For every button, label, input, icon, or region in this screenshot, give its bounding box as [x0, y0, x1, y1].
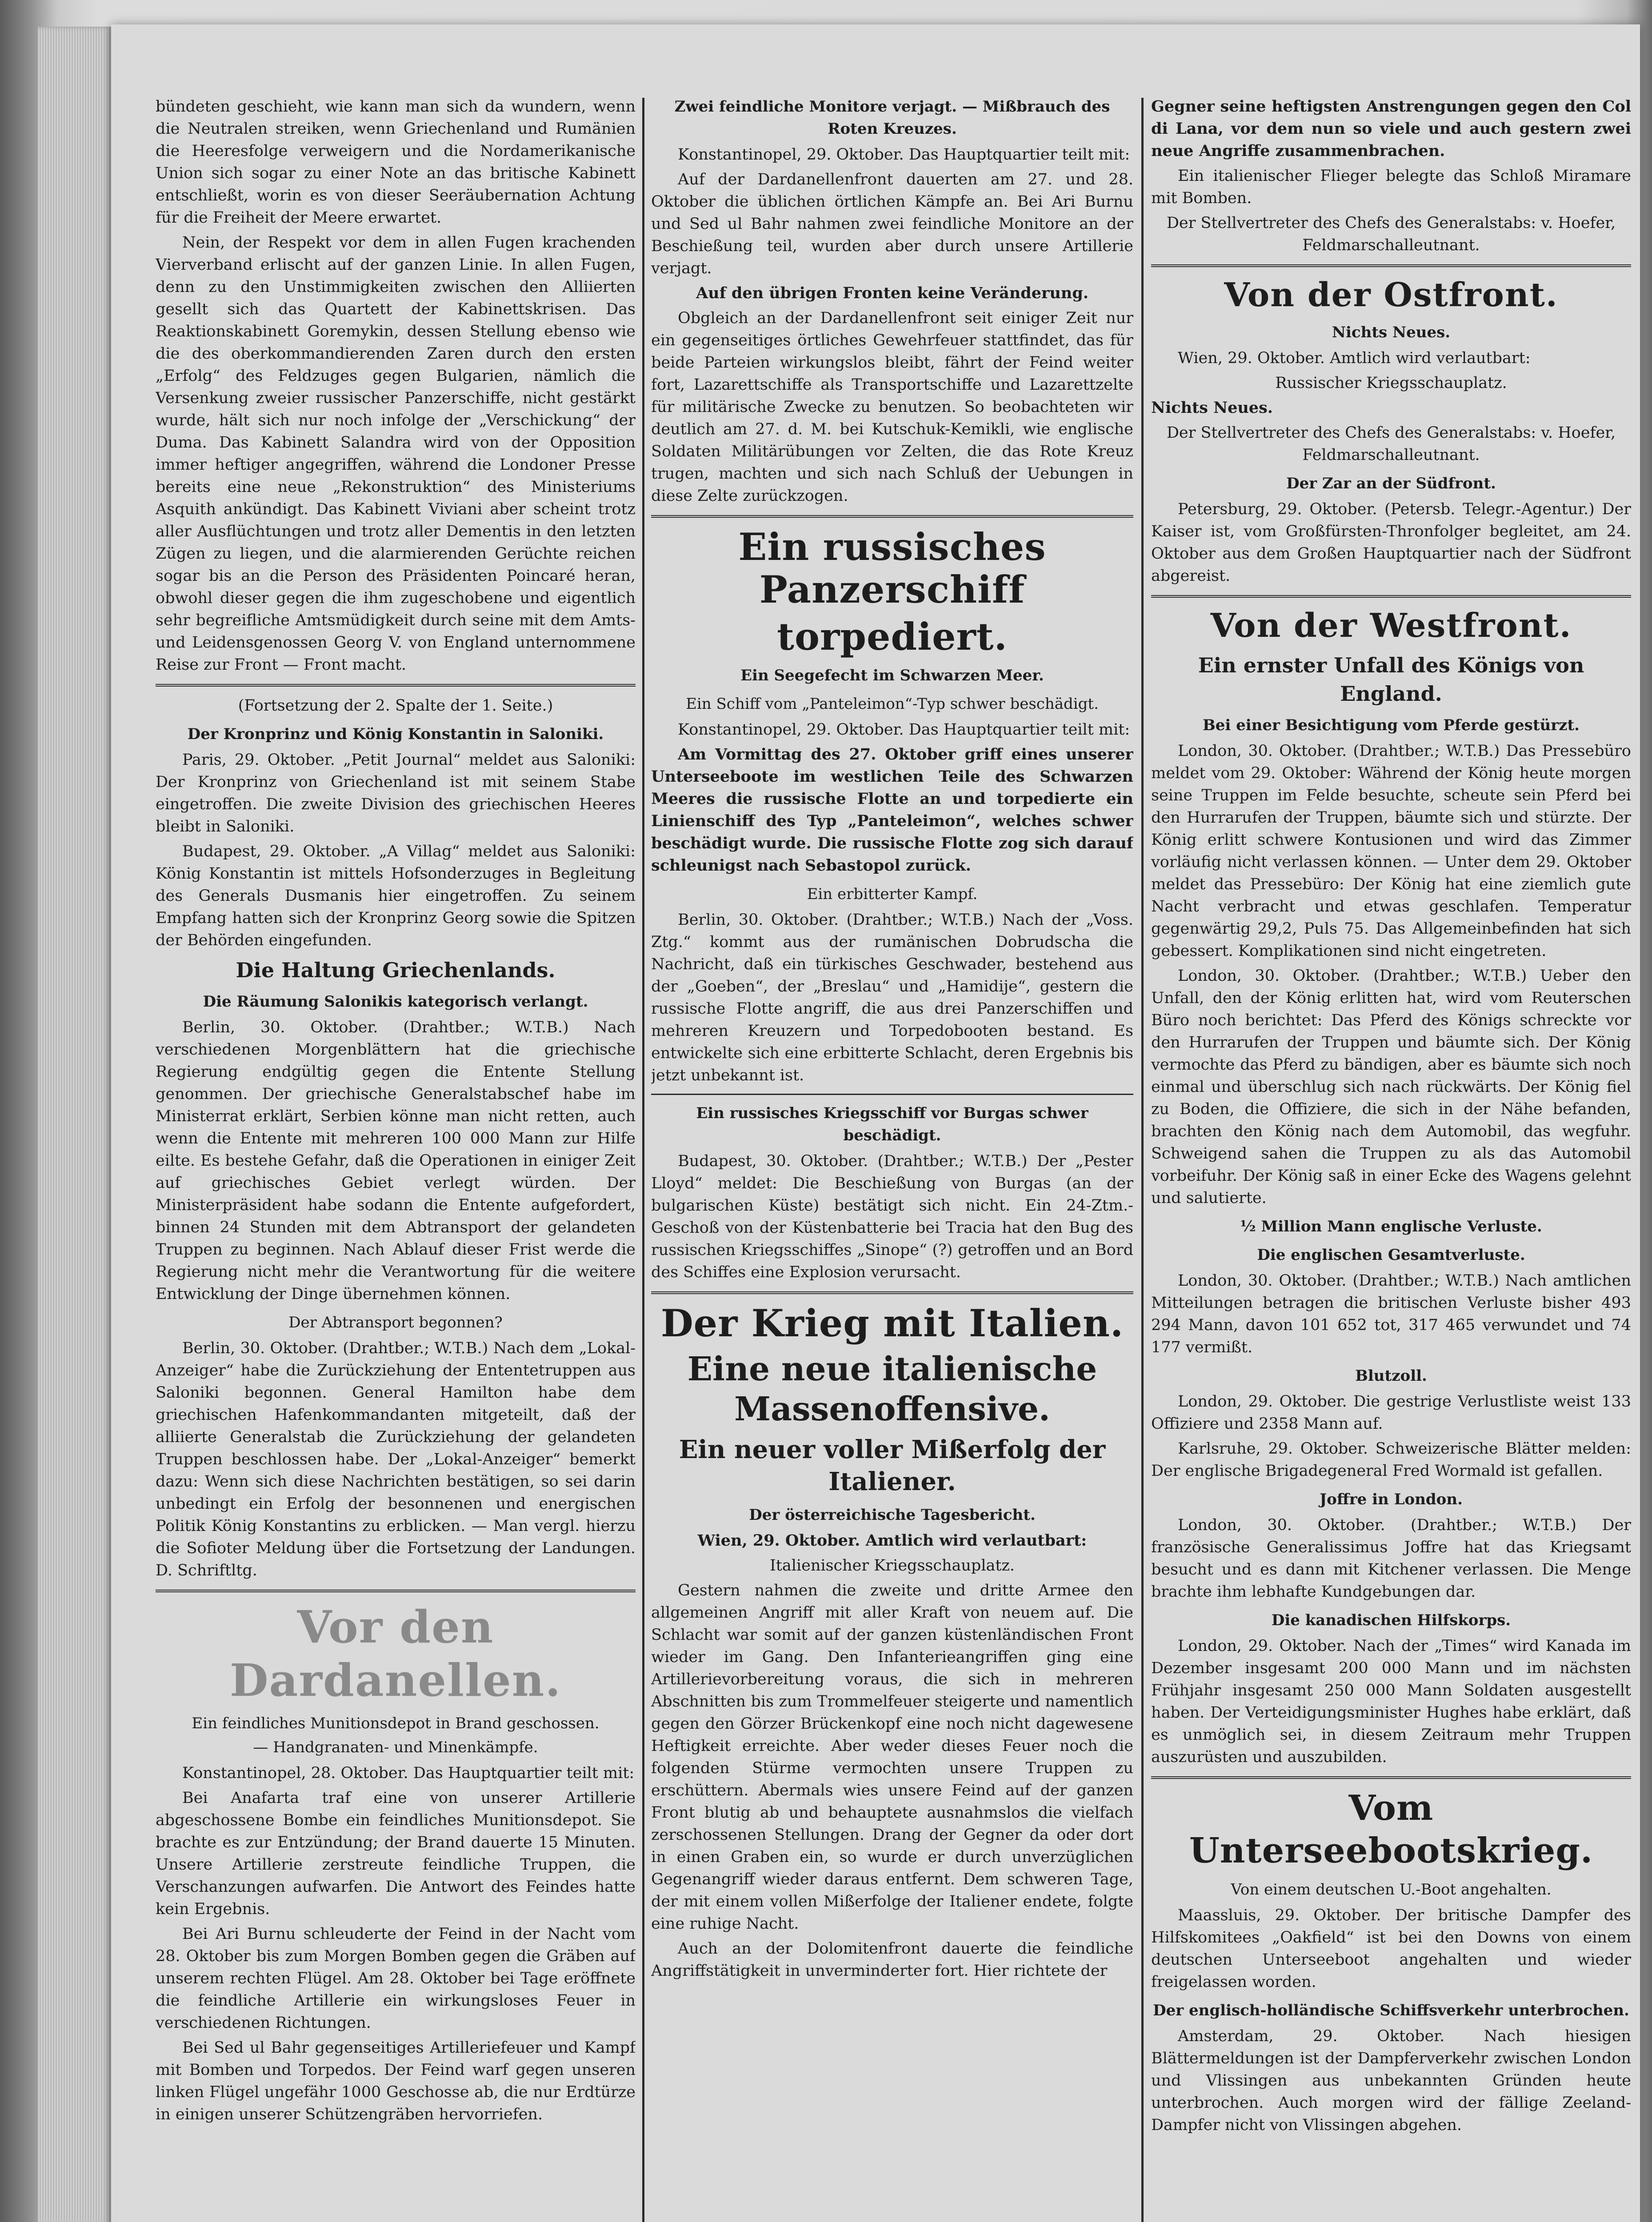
article-subheading: Ein Seegefecht im Schwarzen Meer.: [740, 667, 1044, 684]
article-paragraph: London, 30. Oktober. (Drahtber.; W.T.B.) Ueber den Unfall, den der König erlitten hat, wird vom Reuterschen Büro noch berichtet: Das Pferd des Königs schreckte vor den Hurrarufen der Truppen und bäumte sich. Der König vermochte das Pferd zu bändigen, aber es bäumte sich noch einmal und überschlug sich nach rückwärts. Der König fiel zu Boden, die Offiziere, die sich in der Nähe befanden, brachten den König nach dem Automobil, das wegfuhr. Schweigend sahen die Truppen zu als das Automobil vorbeifuhr. Der König saß in einer Ecke des Wagens gelehnt und salutierte.: [1151, 967, 1631, 1207]
article-paragraph: Budapest, 30. Oktober. (Drahtber.; W.T.B.) Der „Pester Lloyd“ meldet: Die Beschießung von Burgas (an der bulgarischen Küste) bestätigt sich nicht. Ein 24-Ztm.-Geschoß von der Küstenbatterie bei Tracia hat den Bug des russischen Kriegsschiffes „Sinope“ (?) getroffen und an Bord des Schiffes eine Explosion verursacht.: [651, 1152, 1133, 1281]
article-subheading: Der österreichische Tagesbericht.: [749, 1506, 1036, 1524]
article-paragraph: Russischer Kriegsschauplatz.: [1275, 374, 1507, 392]
article-paragraph: Obgleich an der Dardanellenfront seit einiger Zeit nur ein gegenseitiges örtliches Gewehrfeuer stattfindet, das für beide Parteien wirkungslos bleibt, fährt der Feind weiter fort, Lazarettschiffe als Transportschiffe und Lazarettzelte für militärische Zwecke zu benutzen. So beobachteten wir deutlich am 27. d. M. bei Kutschuk-Kemikli, wie englische Soldaten Militärübungen vor Zelten, die das Rote Kreuz trugen, machten und sich nach Schluß der Uebungen in diese Zelte zurückzogen.: [651, 309, 1133, 505]
article-subheading: Zwei feindliche Monitore verjagt. — Mißbrauch des Roten Kreuzes.: [674, 98, 1110, 138]
article-subheading: Der Abtransport begonnen?: [288, 1314, 503, 1331]
headline: Der Krieg mit Italien.: [660, 1301, 1124, 1345]
section-divider: [651, 1094, 1133, 1095]
article-paragraph: Wien, 29. Oktober. Amtlich wird verlautbart:: [1178, 349, 1531, 367]
headline: Ein neuer voller Mißerfolg der Italiener.: [679, 1435, 1106, 1496]
article-subheading: Der Kronprinz und König Konstantin in Saloniki.: [187, 725, 604, 743]
article-subheading: ½ Million Mann englische Verluste.: [1240, 1218, 1542, 1235]
article-paragraph: Nichts Neues.: [1151, 399, 1273, 417]
article-paragraph: Wien, 29. Oktober. Amtlich wird verlautbart:: [697, 1531, 1087, 1550]
section-divider: [1151, 1776, 1631, 1779]
article-paragraph: Konstantinopel, 29. Oktober. Das Hauptquartier teilt mit:: [678, 721, 1130, 739]
article-paragraph: Bei Ari Burnu schleuderte der Feind in der Nacht vom 28. Oktober bis zum Morgen Bomben gegen die Gräben auf unserem rechten Flügel. Am 28. Oktober bei Tage eröffnete die feindliche Artillerie ein wirkungsloses Feuer in verschiedenen Richtungen.: [156, 1925, 636, 2032]
column-middle: [651, 96, 1133, 2222]
section-heading: Vor den Dardanellen.: [229, 1601, 562, 1706]
article-heading: Ein ernster Unfall des Königs von England.: [1198, 653, 1584, 706]
article-paragraph: Berlin, 30. Oktober. (Drahtber.; W.T.B.) Nach dem „Lokal-Anzeiger“ habe die Zurückziehung der Ententetruppen aus Saloniki begonnen. General Hamilton habe dem griechischen Hafenkommandanten mitgeteilt, daß der alliierte Generalstab die Zurückziehung der gelandeten Truppen beschlossen habe. Der „Lokal-Anzeiger“ bemerkt dazu: Wenn sich diese Nachrichten bestätigen, so sei darin unbedingt ein Erfolg der besonnenen und energischen Politik König Konstantins zu erblicken. — Man vergl. hierzu die Sofioter Meldung über die Fortsetzung der Landungen. D. Schriftltg.: [156, 1339, 636, 1579]
headline: Ein russisches Panzerschiff: [738, 525, 1046, 611]
article-paragraph: Ein italienischer Flieger belegte das Schloß Miramare mit Bomben.: [1151, 167, 1631, 207]
article-paragraph: London, 29. Oktober. Die gestrige Verlustliste weist 133 Offiziere und 2358 Mann auf.: [1151, 1393, 1631, 1433]
article-paragraph: Berlin, 30. Oktober. (Drahtber.; W.T.B.) Nach der „Voss. Ztg.“ kommt aus der rumänischen Dobrudscha die Nachricht, daß ein türkisches Geschwader, bestehend aus der „Goeben“, der „Breslau“ und „Hamidije“, gestern die russische Flotte angriff, die aus drei Panzerschiffen und mehreren Kreuzern und Torpedobooten bestand. Es entwickelte sich eine erbitterte Schlacht, deren Ergebnis bis jetzt unbekannt ist.: [651, 911, 1133, 1084]
article-paragraph: Auf den übrigen Fronten keine Veränderung.: [696, 284, 1088, 302]
section-divider: [651, 1291, 1133, 1294]
article-paragraph: Auf der Dardanellenfront dauerten am 27. und 28. Oktober die üblichen örtlichen Kämpfe an. Bei Ari Burnu und Sed ul Bahr nahmen zwei feindliche Monitore an der Beschießung teil, wurden aber durch unsere Artillerie verjagt.: [651, 171, 1133, 277]
article-paragraph: Budapest, 29. Oktober. „A Villag“ meldet aus Saloniki: König Konstantin ist mittels Hofsonderzuges in Begleitung des Generals Dusmanis hier eingetroffen. Zu seinem Empfang hatten sich der Kronprinz Georg sowie die Spitzen der Behörden eingefunden.: [156, 843, 636, 949]
article-subheading: Joffre in London.: [1320, 1491, 1463, 1508]
article-paragraph: Karlsruhe, 29. Oktober. Schweizerische Blätter melden: Der englische Brigadegeneral Fred Wormald ist gefallen.: [1151, 1440, 1631, 1480]
article-paragraph: Am Vormittag des 27. Oktober griff eines unserer Unterseeboote im westlichen Teile des Schwarzen Meeres die russische Flotte an und torpedierte ein Linienschiff des Typ „Panteleimon“, welches schwer beschädigt wurde. Die russische Flotte zog sich darauf schleunigst nach Sebastopol zurück.: [651, 745, 1133, 875]
article-paragraph: Nein, der Respekt vor dem in allen Fugen krachenden Vierverband erlischt auf der ganzen Linie. In allen Fugen, denn zu den Unstimmigkeiten zwischen den Alliierten gesellt sich das Quartett der Kabinettskrisen. Das Reaktionskabinett Goremykin, dessen Stellung ebenso wie die des oberkommandierenden Zaren durch den ersten „Erfolg“ des Feldzuges gegen Bulgarien, nämlich die Versenkung zweier russischer Panzerschiffe, nicht gestärkt wurde, hält sich nur noch infolge der „Verschickung“ der Duma. Das Kabinett Salandra wird von der Opposition immer heftiger angegriffen, während die Londoner Presse bereits eine neue „Rekonstruktion“ des Ministeriums Asquith ankündigt. Das Kabinett Viviani aber scheint trotz aller Ausflüchtungen und trotz aller Dementis in den letzten Zügen zu liegen, und die alarmierenden Gerüchte reichen sogar bis an die Person des Präsidenten Poincaré heran, obwohl dieser gegen die ihm zugeschobene und eigentlich sehr begreifliche Amtsmüdigkeit durch seine mit dem Amts- und Leidensgenossen Georg V. von England unternommene Reise zur Front — Front macht.: [156, 234, 636, 674]
column-right: [1151, 96, 1631, 2222]
section-heading: Von der Ostfront.: [1224, 276, 1558, 314]
signature-line: Der Stellvertreter des Chefs des Generalstabs: v. Hoefer, Feldmarschalleutnant.: [1166, 214, 1616, 254]
continuation-note: (Fortsetzung der 2. Spalte der 1. Seite.): [238, 697, 553, 715]
article-heading: Die Haltung Griechenlands.: [236, 958, 556, 982]
article-subheading: Von einem deutschen U.-Boot angehalten.: [1231, 1881, 1552, 1898]
article-subheading: Der Zar an der Südfront.: [1286, 475, 1496, 492]
article-paragraph: Konstantinopel, 29. Oktober. Das Hauptquartier teilt mit:: [678, 146, 1130, 164]
article-subheading: Bei einer Besichtigung vom Pferde gestürzt.: [1202, 716, 1580, 734]
book-binding-edge: [38, 27, 111, 2222]
article-paragraph: Petersburg, 29. Oktober. (Petersb. Telegr.-Agentur.) Der Kaiser ist, vom Großfürsten-Thronfolger begleitet, am 24. Oktober aus dem Großen Hauptquartier nach der Südfront abgereist.: [1151, 500, 1631, 585]
article-paragraph: Amsterdam, 29. Oktober. Nach hiesigen Blättermeldungen ist der Dampferverkehr zwischen London und Vlissingen aus unbekannten Gründen heute unterbrochen. Auch morgen wird der fällige Zeeland-Dampfer nicht von Vlissingen abgehen.: [1151, 2027, 1631, 2134]
article-subheading: Nichts Neues.: [1332, 324, 1451, 341]
article-paragraph: Berlin, 30. Oktober. (Drahtber.; W.T.B.) Nach verschiedenen Morgenblättern hat die griechische Regierung endgültig gegen die Entente Stellung genommen. Der griechische Generalstabschef habe im Ministerrat erklärt, Serbien könne man nicht retten, auch wenn die Entente mit mehreren 100 000 Mann zur Hilfe eilte. Es bestehe Gefahr, daß die Operationen in einiger Zeit auf griechisches Gebiet verlegt würden. Der Ministerpräsident habe sodann die Entente aufgefordert, binnen 24 Stunden mit dem Abtransport der gelandeten Truppen zu beginnen. Nach Ablauf dieser Frist werde die Regierung nicht mehr die Verantwortung für die weitere Entwicklung der Dinge übernehmen können.: [156, 1019, 636, 1303]
section-divider: [156, 684, 636, 687]
article-subheading: Blutzoll.: [1355, 1367, 1427, 1385]
article-paragraph: Gestern nahmen die zweite und dritte Armee den allgemeinen Angriff mit aller Kraft von neuem auf. Die Schlacht war somit auf der ganzen küstenländischen Front wieder im Gang. Den Infanterieangriffen ging eine Artillerievorbereitung voraus, die sich in mehreren Abschnitten bis zum Trommelfeuer steigerte und namentlich gegen den Görzer Brückenkopf eine noch nicht dagewesene Heftigkeit erreichte. Aber weder dieses Feuer noch die folgenden Stürme vermochten unsere Truppen zu erschüttern. Abermals wies unsere Feind auf der ganzen Front blutig ab und behauptete ausnahmslos die vielfach zerschossenen Stellungen. Drang der Gegner da oder dort in einen Graben ein, so wurde er durch unverzüglichen Gegenangriff wieder daraus entfernt. Dem schweren Tage, der mit einem vollen Mißerfolge der Italiener endete, folgte eine ruhige Nacht.: [651, 1582, 1133, 1933]
article-subheading: Der englisch-holländische Schiffsverkehr unterbrochen.: [1153, 2002, 1629, 2019]
signature-line: Der Stellvertreter des Chefs des Generalstabs: v. Hoefer, Feldmarschalleutnant.: [1166, 424, 1616, 464]
article-paragraph: London, 30. Oktober. (Drahtber.; W.T.B.) Der französische Generalissimus Joffre hat das Kriegsamt besucht und es dann mit Kitchener verlassen. Die Menge brachte ihm lebhafte Kundgebungen dar.: [1151, 1516, 1631, 1601]
article-subheading: Ein russisches Kriegsschiff vor Burgas schwer beschädigt.: [696, 1104, 1088, 1144]
article-subheading: Ein Schiff vom „Panteleimon“-Typ schwer beschädigt.: [686, 695, 1099, 713]
article-paragraph: Bei Anafarta traf eine von unserer Artillerie abgeschossene Bombe ein feindliches Munitionsdepot. Sie brachte es zur Entzündung; der Brand dauerte 15 Minuten. Unsere Artillerie zerstreute feindliche Truppen, die Verschanzungen aufwarfen. Die Antwort des Feindes hatte kein Ergebnis.: [156, 1789, 636, 1918]
article-paragraph: Bei Sed ul Bahr gegenseitiges Artilleriefeuer und Kampf mit Bomben und Torpedos. Der Feind warf gegen unseren linken Flügel ungefähr 1000 Geschosse ab, die nur Erdtürze in einigen unserer Schützengräben hervorriefen.: [156, 2039, 636, 2123]
article-paragraph: Italienischer Kriegsschauplatz.: [769, 1557, 1015, 1575]
article-subheading: Ein erbitterter Kampf.: [807, 885, 978, 903]
newspaper-page: [111, 24, 1640, 2222]
section-divider: [1151, 264, 1631, 267]
article-paragraph: London, 30. Oktober. (Drahtber.; W.T.B.) Nach amtlichen Mitteilungen betragen die britischen Verluste bisher 493 294 Mann, davon 101 652 tot, 317 465 verwundet und 74 177 vermißt.: [1151, 1272, 1631, 1356]
section-divider: [156, 1590, 636, 1592]
column-rule: [642, 98, 644, 2222]
article-paragraph: London, 30. Oktober. (Drahtber.; W.T.B.) Das Pressebüro meldet vom 29. Oktober: Während der König heute morgen seine Truppen im Felde besuchte, scheute sein Pferd bei den Hurrarufen der Truppen, bäumte sich und stürzte. Der König erlitt schwere Kontusionen und wird das Zimmer vorläufig nicht verlassen können. — Unter dem 29. Oktober meldet das Pressebüro: Der König hat eine ziemlich gute Nacht verbracht und etwas geschlafen. Temperatur gegenwärtig 29,2, Puls 75. Das Allgemeinbefinden hat sich gebessert. Komplikationen sind nicht eingetreten.: [1151, 742, 1631, 960]
article-subheading: Die kanadischen Hilfskorps.: [1271, 1611, 1511, 1629]
article-paragraph: Paris, 29. Oktober. „Petit Journal“ meldet aus Saloniki: Der Kronprinz von Griechenland ist mit seinem Stabe eingetroffen. Die zweite Division des griechischen Heeres bleibt in Saloniki.: [156, 751, 636, 835]
article-subheading: Die englischen Gesamtverluste.: [1257, 1246, 1525, 1264]
article-paragraph: bündeten geschieht, wie kann man sich da wundern, wenn die Neutralen streiken, wenn Griechenland und Rumänien die Heeresfolge verweigern und die Nordamerikanische Union sich sogar zu einer Note an das britische Kabinett entschließt, worin es von dieser Seeräubernation Achtung für die Freiheit der Meere erwartet.: [156, 98, 636, 227]
article-subheading: Ein feindliches Munitionsdepot in Brand geschossen.: [192, 1714, 600, 1732]
article-subheading: — Handgranaten- und Minenkämpfe.: [253, 1738, 538, 1756]
article-paragraph: Gegner seine heftigsten Anstrengungen gegen den Col di Lana, vor dem nun so viele und auch gestern zwei neue Angriffe zusammenbrachen.: [1151, 97, 1631, 160]
section-divider: [1151, 595, 1631, 598]
headline: Eine neue italienische Massenoffensive.: [687, 1350, 1097, 1428]
article-paragraph: Auch an der Dolomitenfront dauerte die feindliche Angriffstätigkeit in unverminderter fort. Hier richtete der: [651, 1940, 1133, 1980]
section-divider: [651, 515, 1133, 518]
section-heading: Von der Westfront.: [1210, 607, 1572, 645]
article-subheading: Die Räumung Salonikis kategorisch verlangt.: [203, 993, 588, 1011]
article-paragraph: Maassluis, 29. Oktober. Der britische Dampfer des Hilfskomitees „Oakfield“ ist bei den Downs von einem deutschen Unterseeboot angehalten und wieder freigelassen worden.: [1151, 1906, 1631, 1991]
article-paragraph: London, 29. Oktober. Nach der „Times“ wird Kanada im Dezember insgesamt 200 000 Mann und im nächsten Frühjahr insgesamt 250 000 Mann Soldaten ausgestellt haben. Der Verteidigungsminister Hughes habe erklärt, daß es unmöglich sei, in diesem Zeitraum mehr Truppen auszurüsten und auszubilden.: [1151, 1637, 1631, 1766]
headline: torpediert.: [777, 615, 1008, 659]
column-rule: [1141, 98, 1144, 2222]
column-left: [156, 96, 636, 2222]
section-heading: Vom Unterseebootskrieg.: [1189, 1788, 1593, 1871]
article-paragraph: Konstantinopel, 28. Oktober. Das Hauptquartier teilt mit:: [182, 1764, 635, 1782]
